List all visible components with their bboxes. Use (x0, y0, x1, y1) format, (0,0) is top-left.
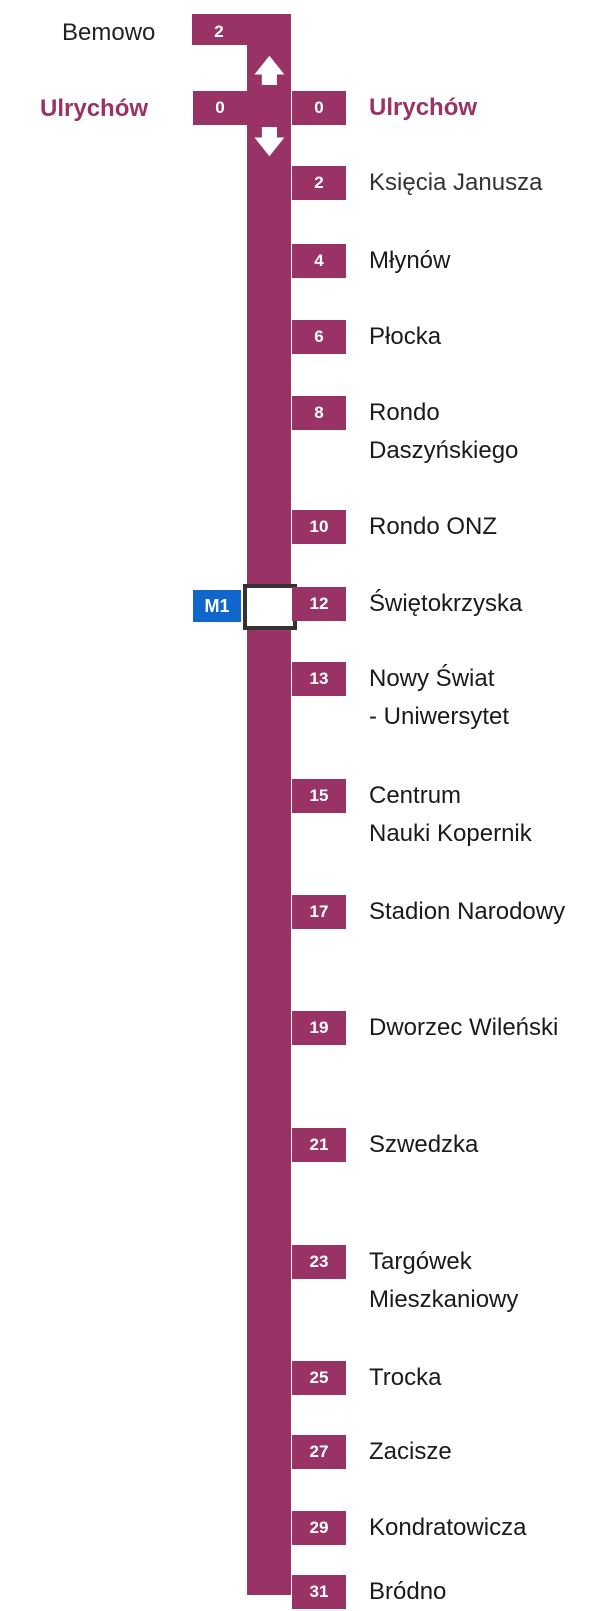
stop-name (369, 1433, 452, 1471)
stop-name (369, 660, 509, 736)
stop-name (369, 318, 441, 356)
stop-time-badge: 27 (292, 1435, 346, 1469)
stop-name-line: Świętokrzyska (369, 590, 523, 617)
branch-time-badge: 2 (192, 14, 246, 45)
stop-name (369, 1009, 558, 1047)
stop-name-line: Zacisze (369, 1438, 452, 1465)
stop-time-badge: 12 (292, 587, 346, 621)
stop-name-line: Centrum (369, 782, 462, 809)
stop-name (369, 1573, 446, 1611)
stop-time-badge: 31 (292, 1575, 346, 1609)
stop-name-line: Szwedzka (369, 1131, 479, 1158)
stop-time-badge: 21 (292, 1128, 346, 1162)
stop-name (369, 1243, 518, 1319)
stop-name (369, 1509, 526, 1547)
stop-name (369, 164, 542, 202)
stop-name-line: - Uniwersytet (369, 703, 510, 730)
stop-name-line: Trocka (369, 1364, 442, 1391)
stop-name (369, 242, 450, 280)
stop-name-line: Płocka (369, 323, 442, 350)
stop-time-badge: 10 (292, 510, 346, 544)
route-line (247, 14, 291, 1595)
arrow-up-icon: 🡅 (254, 55, 285, 88)
metro-m1-badge: M1 (193, 590, 241, 622)
stop-name (369, 585, 522, 623)
stop-name (369, 508, 497, 546)
start-left-time-badge: 0 (193, 91, 247, 125)
stop-name (369, 394, 518, 470)
stop-name-line: Mieszkaniowy (369, 1286, 519, 1313)
stop-name (369, 89, 477, 127)
stop-time-badge: 4 (292, 244, 346, 278)
stop-name (369, 1359, 441, 1397)
stop-name-line: Dworzec Wileński (369, 1014, 559, 1041)
stop-name (369, 1126, 478, 1164)
stop-name-line: Kondratowicza (369, 1514, 527, 1541)
transfer-station-marker (243, 584, 297, 630)
arrow-down-icon: 🡇 (254, 126, 285, 159)
stop-name-line: Targówek (369, 1248, 472, 1275)
start-left-name: Ulrychów (40, 95, 149, 122)
stop-time-badge: 29 (292, 1511, 346, 1545)
stop-time-badge: 19 (292, 1011, 346, 1045)
branch-name: Bemowo (62, 19, 156, 46)
stop-time-badge: 13 (292, 662, 346, 696)
stop-time-badge: 23 (292, 1245, 346, 1279)
stop-name-line: Daszyńskiego (369, 437, 519, 464)
stop-time-badge: 0 (292, 91, 346, 125)
stop-time-badge: 8 (292, 396, 346, 430)
stop-time-badge: 2 (292, 166, 346, 200)
stop-name-line: Nowy Świat (369, 665, 495, 692)
stop-name-line: Rondo (369, 399, 440, 426)
stop-name-line: Ulrychów (369, 94, 478, 121)
stop-name-line: Stadion Narodowy (369, 898, 566, 925)
stop-name (369, 777, 532, 853)
stop-time-badge: 15 (292, 779, 346, 813)
stop-name (369, 893, 565, 931)
stop-time-badge: 25 (292, 1361, 346, 1395)
stop-time-badge: 6 (292, 320, 346, 354)
stop-time-badge: 17 (292, 895, 346, 929)
stop-name-line: Księcia Janusza (369, 169, 543, 196)
stop-name-line: Nauki Kopernik (369, 820, 532, 847)
stop-name-line: Rondo ONZ (369, 513, 498, 540)
stop-name-line: Młynów (369, 247, 451, 274)
stop-name-line: Bródno (369, 1578, 447, 1605)
